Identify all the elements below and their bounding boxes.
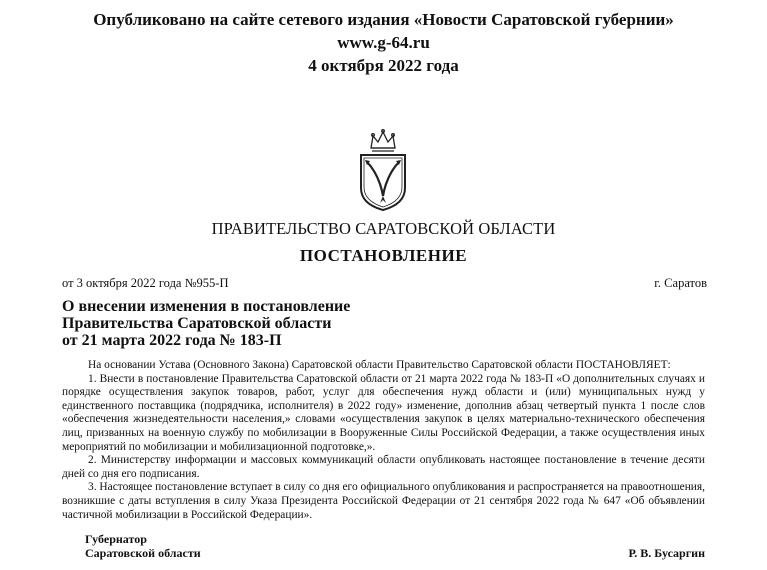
- signatory-position-line: Губернатор: [85, 532, 147, 546]
- decree-city: г. Саратов: [654, 276, 707, 290]
- preamble-paragraph: На основании Устава (Основного Закона) Саратовской области Правительство Саратовской области ПОСТАНОВЛЯЕТ:: [88, 359, 671, 371]
- clause-1-paragraph: 1. Внести в постановление Правительства Саратовской области от 21 марта 2022 года № 183-П «О дополнительных случаях и порядке осуществления закупок товаров, работ, услуг для обеспечения нужд области и (или) муниципальных нужд у единственного поставщика (подрядчика, исполнителя) в 2022 году» изменение, дополнив абзац четвертый пункта 1 после слов «обеспечения жизнедеятельности населения,» словами «осуществления закупок в целях материально-технического обеспечения лиц, призванных на военную службу по мобилизации в Вооруженные Силы Российской Федерации, а также осуществления иных мероприятий по мобилизации и мобилизационной подготовке,».: [62, 372, 705, 453]
- signatory-position: [85, 532, 201, 560]
- signatory-name: Р. В. Бусаргин: [628, 546, 705, 560]
- document-type: ПОСТАНОВЛЕНИЕ: [299, 246, 468, 265]
- decree-title: [62, 298, 350, 349]
- publication-url: www.g-64.ru: [337, 33, 430, 52]
- clause-3-paragraph: 3. Настоящее постановление вступает в силу со дня его официального опубликования и распространяется на правоотношения, возникшие с даты вступления в силу Указа Президента Российской Федерации от 21 сентября 2022 года № 647 «Об объявлении частичной мобилизации в Российской Федерации».: [62, 481, 705, 521]
- government-name: ПРАВИТЕЛЬСТВО САРАТОВСКОЙ ОБЛАСТИ: [211, 219, 556, 238]
- decree-title-line: от 21 марта 2022 года № 183-П: [62, 332, 282, 349]
- signatory-position-line: Саратовской области: [85, 546, 201, 560]
- decree-body: [62, 359, 705, 522]
- publication-date: 4 октября 2022 года: [308, 56, 459, 75]
- clause-2-paragraph: 2. Министерству информации и массовых коммуникаций области опубликовать настоящее постановление в течение десяти дней со дня его подписания.: [62, 454, 705, 480]
- publication-source-line: Опубликовано на сайте сетевого издания «Новости Саратовской губернии»: [93, 10, 674, 29]
- saratov-coat-of-arms-icon: [353, 126, 413, 212]
- decree-date-number: от 3 октября 2022 года №955-П: [62, 276, 229, 290]
- decree-title-line: О внесении изменения в постановление: [62, 298, 351, 315]
- decree-title-line: Правительства Саратовской области: [62, 315, 332, 332]
